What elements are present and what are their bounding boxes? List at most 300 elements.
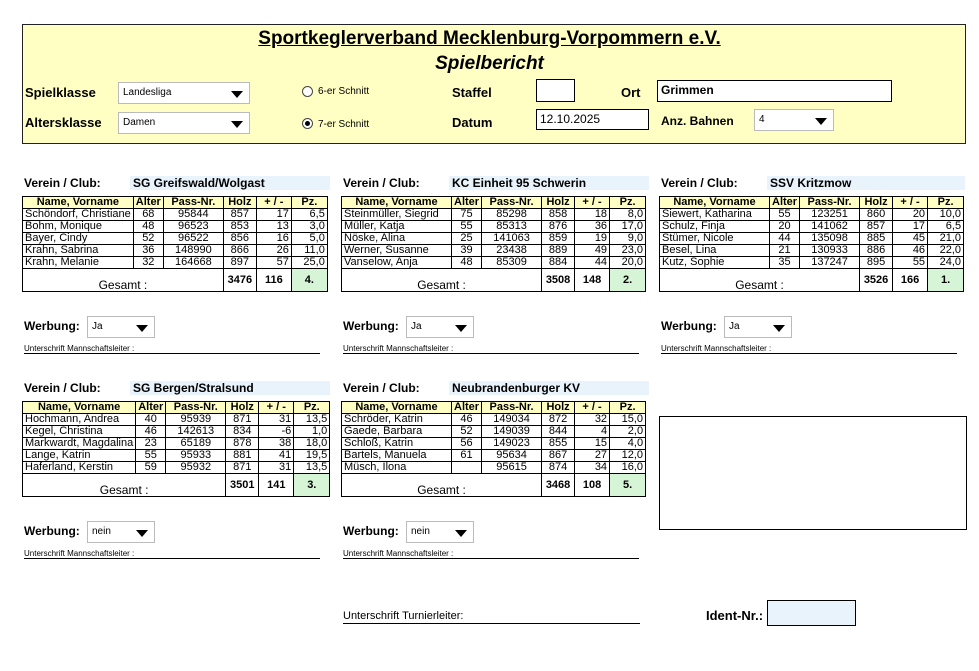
column-header: + / - — [259, 402, 294, 414]
player-points: 9,0 — [610, 233, 646, 245]
player-plusminus: 34 — [575, 462, 610, 474]
player-plusminus: 55 — [893, 257, 928, 269]
datum-field[interactable]: 12.10.2025 — [536, 109, 649, 130]
table-header — [342, 402, 646, 414]
table-row — [342, 221, 646, 233]
player-pass[interactable]: 95932 — [166, 462, 226, 474]
player-holz[interactable]: 860 — [860, 209, 893, 221]
player-name[interactable]: Schloß, Katrin — [342, 438, 452, 450]
mannschaftsleiter-signature[interactable]: Unterschrift Mannschaftsleiter : — [24, 549, 320, 559]
player-name[interactable]: Siewert, Katharina — [660, 209, 770, 221]
altersklasse-select[interactable] — [118, 112, 250, 134]
column-header: + / - — [893, 197, 928, 209]
player-holz[interactable]: 889 — [542, 245, 575, 257]
player-points: 17,0 — [610, 221, 646, 233]
player-pass[interactable]: 96523 — [163, 221, 223, 233]
player-pass[interactable]: 95939 — [166, 414, 226, 426]
total-plusminus: 141 — [259, 474, 294, 497]
werbung-label: Werbung: — [24, 319, 80, 333]
table-row — [23, 450, 330, 462]
staffel-label: Staffel — [452, 85, 492, 100]
player-table — [659, 196, 964, 292]
player-name[interactable]: Lange, Katrin — [23, 450, 136, 462]
werbung-select[interactable] — [724, 316, 792, 338]
column-header: Holz — [223, 197, 256, 209]
bahnen-label: Anz. Bahnen — [661, 114, 734, 128]
player-holz[interactable]: 859 — [542, 233, 575, 245]
table-row — [342, 233, 646, 245]
verein-label: Verein / Club: — [24, 176, 101, 190]
werbung-select[interactable] — [87, 521, 155, 543]
player-alter[interactable]: 55 — [770, 209, 800, 221]
player-plusminus: 18 — [575, 209, 610, 221]
team-place: 4. — [291, 269, 327, 292]
player-holz[interactable]: 885 — [860, 233, 893, 245]
player-points: 1,0 — [294, 426, 330, 438]
werbung-select[interactable] — [406, 316, 474, 338]
player-table — [341, 196, 646, 292]
total-holz: 3526 — [860, 269, 893, 292]
table-row — [342, 245, 646, 257]
table-row — [23, 221, 328, 233]
player-name[interactable]: Schulz, Finja — [660, 221, 770, 233]
spielklasse-value: Landesliga — [123, 87, 172, 98]
column-header: Pass-Nr. — [482, 402, 542, 414]
player-holz[interactable]: 858 — [542, 209, 575, 221]
player-pass[interactable]: 141062 — [800, 221, 860, 233]
player-name[interactable]: Bartels, Manuela — [342, 450, 452, 462]
player-points: 11,0 — [291, 245, 327, 257]
table-row — [660, 221, 964, 233]
player-alter[interactable]: 21 — [770, 245, 800, 257]
player-plusminus: 16 — [256, 233, 291, 245]
werbung-label: Werbung: — [343, 319, 399, 333]
player-alter[interactable]: 52 — [133, 233, 163, 245]
mannschaftsleiter-signature[interactable]: Unterschrift Mannschaftsleiter : — [343, 549, 639, 559]
player-points: 4,0 — [610, 438, 646, 450]
player-pass[interactable]: 85298 — [482, 209, 542, 221]
player-plusminus: 38 — [259, 438, 294, 450]
gesamt-label: Gesamt : — [23, 269, 224, 292]
player-name[interactable]: Bayer, Cindy — [23, 233, 134, 245]
player-plusminus: 4 — [575, 426, 610, 438]
player-holz[interactable]: 884 — [542, 257, 575, 269]
chevron-down-icon — [231, 91, 243, 98]
total-holz: 3501 — [226, 474, 259, 497]
column-header: Name, Vorname — [342, 197, 452, 209]
player-alter[interactable]: 61 — [452, 450, 482, 462]
player-points: 13,5 — [294, 414, 330, 426]
player-points: 12,0 — [610, 450, 646, 462]
player-holz[interactable]: 886 — [860, 245, 893, 257]
total-holz: 3508 — [542, 269, 575, 292]
spielklasse-select[interactable] — [118, 82, 250, 104]
player-holz[interactable]: 874 — [542, 462, 575, 474]
chevron-down-icon — [231, 121, 243, 128]
table-row — [23, 438, 330, 450]
column-header: Name, Vorname — [23, 197, 134, 209]
player-points: 23,0 — [610, 245, 646, 257]
player-points: 8,0 — [610, 209, 646, 221]
player-name[interactable]: Müller, Katja — [342, 221, 452, 233]
total-row — [342, 269, 646, 292]
column-header: Name, Vorname — [342, 402, 452, 414]
player-pass[interactable]: 85313 — [482, 221, 542, 233]
player-holz[interactable]: 857 — [223, 209, 256, 221]
empty-team-box — [659, 416, 967, 530]
gesamt-label: Gesamt : — [342, 269, 542, 292]
table-row — [23, 209, 328, 221]
mannschaftsleiter-signature[interactable]: Unterschrift Mannschaftsleiter : — [24, 344, 320, 354]
player-holz[interactable]: 834 — [226, 426, 259, 438]
column-header: Alter — [452, 402, 482, 414]
column-header: + / - — [575, 402, 610, 414]
player-pass[interactable]: 130933 — [800, 245, 860, 257]
table-row — [660, 209, 964, 221]
radio-6er-schnitt[interactable] — [302, 86, 313, 97]
player-alter[interactable]: 48 — [452, 257, 482, 269]
player-pass[interactable]: 65189 — [166, 438, 226, 450]
player-holz[interactable]: 856 — [223, 233, 256, 245]
player-points: 10,0 — [928, 209, 964, 221]
player-pass[interactable]: 96522 — [163, 233, 223, 245]
player-holz[interactable]: 878 — [226, 438, 259, 450]
player-name[interactable]: Schröder, Katrin — [342, 414, 452, 426]
team-place: 3. — [294, 474, 330, 497]
player-plusminus: 20 — [893, 209, 928, 221]
verein-label: Verein / Club: — [343, 381, 420, 395]
player-holz[interactable]: 895 — [860, 257, 893, 269]
werbung-value: Ja — [411, 321, 422, 332]
player-pass[interactable]: 164668 — [163, 257, 223, 269]
club-name[interactable]: SG Greifswald/Wolgast — [130, 176, 330, 190]
player-pass[interactable]: 149039 — [482, 426, 542, 438]
table-row — [342, 450, 646, 462]
ident-field[interactable] — [767, 600, 856, 626]
page-subtitle: Spielbericht — [435, 53, 544, 74]
turnierleiter-signature[interactable]: Unterschrift Turnierleiter: — [343, 610, 640, 624]
player-alter[interactable]: 20 — [770, 221, 800, 233]
club-name[interactable]: KC Einheit 95 Schwerin — [449, 176, 649, 190]
player-holz[interactable]: 871 — [226, 462, 259, 474]
player-alter[interactable]: 35 — [770, 257, 800, 269]
column-header: Alter — [452, 197, 482, 209]
player-plusminus: -6 — [259, 426, 294, 438]
datum-label: Datum — [452, 115, 493, 130]
player-alter[interactable]: 56 — [452, 438, 482, 450]
column-header: Pz. — [928, 197, 964, 209]
column-header: Pass-Nr. — [166, 402, 226, 414]
table-row — [342, 209, 646, 221]
column-header: Holz — [542, 197, 575, 209]
player-alter[interactable]: 32 — [133, 257, 163, 269]
player-pass[interactable]: 95933 — [166, 450, 226, 462]
chevron-down-icon — [136, 530, 148, 537]
column-header: Alter — [133, 197, 163, 209]
chevron-down-icon — [136, 325, 148, 332]
werbung-select[interactable] — [87, 316, 155, 338]
radio-7er-schnitt[interactable] — [302, 118, 313, 129]
player-plusminus: 49 — [575, 245, 610, 257]
player-name[interactable]: Schöndorf, Christiane — [23, 209, 134, 221]
player-plusminus: 31 — [259, 462, 294, 474]
total-plusminus: 116 — [256, 269, 291, 292]
player-plusminus: 17 — [256, 209, 291, 221]
total-plusminus: 148 — [575, 269, 610, 292]
werbung-value: Ja — [92, 321, 103, 332]
table-header — [23, 402, 330, 414]
table-row — [23, 426, 330, 438]
chevron-down-icon — [773, 325, 785, 332]
player-holz[interactable]: 866 — [223, 245, 256, 257]
gesamt-label: Gesamt : — [342, 474, 542, 497]
column-header: + / - — [256, 197, 291, 209]
table-row — [23, 257, 328, 269]
player-table — [22, 401, 330, 497]
player-name[interactable]: Nöske, Alina — [342, 233, 452, 245]
werbung-select[interactable] — [406, 521, 474, 543]
player-alter[interactable]: 59 — [136, 462, 166, 474]
player-alter[interactable] — [452, 462, 482, 474]
player-name[interactable]: Markwardt, Magdalina — [23, 438, 136, 450]
player-holz[interactable]: 871 — [226, 414, 259, 426]
player-points: 3,0 — [291, 221, 327, 233]
player-plusminus: 44 — [575, 257, 610, 269]
verein-label: Verein / Club: — [24, 381, 101, 395]
player-points: 19,5 — [294, 450, 330, 462]
table-row — [342, 257, 646, 269]
column-header: Pass-Nr. — [800, 197, 860, 209]
staffel-field[interactable] — [536, 79, 575, 102]
player-alter[interactable]: 46 — [136, 426, 166, 438]
column-header: Pass-Nr. — [482, 197, 542, 209]
player-plusminus: 46 — [893, 245, 928, 257]
column-header: Pz. — [610, 197, 646, 209]
werbung-label: Werbung: — [343, 524, 399, 538]
gesamt-label: Gesamt : — [660, 269, 860, 292]
player-pass[interactable]: 137247 — [800, 257, 860, 269]
player-alter[interactable]: 68 — [133, 209, 163, 221]
bahnen-select[interactable] — [754, 109, 834, 131]
player-points: 6,5 — [928, 221, 964, 233]
player-alter[interactable]: 36 — [133, 245, 163, 257]
player-points: 18,0 — [294, 438, 330, 450]
column-header: Pz. — [294, 402, 330, 414]
table-row — [342, 438, 646, 450]
column-header: Name, Vorname — [660, 197, 770, 209]
team-place: 2. — [610, 269, 646, 292]
player-plusminus: 13 — [256, 221, 291, 233]
player-plusminus: 36 — [575, 221, 610, 233]
player-alter[interactable]: 55 — [452, 221, 482, 233]
player-name[interactable]: Bohm, Monique — [23, 221, 134, 233]
player-name[interactable]: Gaede, Barbara — [342, 426, 452, 438]
player-name[interactable]: Vanselow, Anja — [342, 257, 452, 269]
player-pass[interactable]: 148990 — [163, 245, 223, 257]
page-title: Sportkeglerverband Mecklenburg-Vorpommern e.V. — [258, 28, 721, 49]
team-place: 1. — [928, 269, 964, 292]
player-plusminus: 57 — [256, 257, 291, 269]
column-header: Pz. — [291, 197, 327, 209]
player-pass[interactable]: 149023 — [482, 438, 542, 450]
player-points: 6,5 — [291, 209, 327, 221]
table-row — [23, 233, 328, 245]
player-plusminus: 45 — [893, 233, 928, 245]
verein-label: Verein / Club: — [343, 176, 420, 190]
player-pass[interactable]: 135098 — [800, 233, 860, 245]
player-alter[interactable]: 48 — [133, 221, 163, 233]
werbung-value: nein — [92, 526, 111, 537]
total-row — [342, 474, 646, 497]
player-holz[interactable]: 857 — [860, 221, 893, 233]
player-alter[interactable]: 75 — [452, 209, 482, 221]
player-points: 21,0 — [928, 233, 964, 245]
player-holz[interactable]: 897 — [223, 257, 256, 269]
player-pass[interactable]: 95844 — [163, 209, 223, 221]
table-row — [342, 414, 646, 426]
team-place: 5. — [610, 474, 646, 497]
player-plusminus: 31 — [259, 414, 294, 426]
column-header: Holz — [542, 402, 575, 414]
werbung-value: nein — [411, 526, 430, 537]
verein-label: Verein / Club: — [661, 176, 738, 190]
player-holz[interactable]: 844 — [542, 426, 575, 438]
column-header: Pass-Nr. — [163, 197, 223, 209]
chevron-down-icon — [815, 118, 827, 125]
table-header — [660, 197, 964, 209]
player-name[interactable]: Haferland, Kerstin — [23, 462, 136, 474]
player-name[interactable]: Krahn, Melanie — [23, 257, 134, 269]
player-points: 15,0 — [610, 414, 646, 426]
table-row — [660, 245, 964, 257]
table-row — [342, 462, 646, 474]
player-holz[interactable]: 881 — [226, 450, 259, 462]
table-row — [342, 426, 646, 438]
player-holz[interactable]: 853 — [223, 221, 256, 233]
club-name[interactable]: SSV Kritzmow — [767, 176, 965, 190]
player-points: 2,0 — [610, 426, 646, 438]
mannschaftsleiter-signature[interactable]: Unterschrift Mannschaftsleiter : — [343, 344, 639, 354]
table-header — [23, 197, 328, 209]
column-header: Holz — [226, 402, 259, 414]
column-header: Pz. — [610, 402, 646, 414]
total-row — [23, 269, 328, 292]
player-name[interactable]: Besel, Lina — [660, 245, 770, 257]
player-alter[interactable]: 25 — [452, 233, 482, 245]
player-plusminus: 41 — [259, 450, 294, 462]
radio-7er-label: 7-er Schnitt — [318, 119, 370, 130]
player-points: 16,0 — [610, 462, 646, 474]
player-name[interactable]: Kutz, Sophie — [660, 257, 770, 269]
player-plusminus: 19 — [575, 233, 610, 245]
player-plusminus: 17 — [893, 221, 928, 233]
table-row — [23, 414, 330, 426]
column-header: Name, Vorname — [23, 402, 136, 414]
player-plusminus: 26 — [256, 245, 291, 257]
gesamt-label: Gesamt : — [23, 474, 226, 497]
bahnen-value: 4 — [759, 114, 765, 125]
table-row — [660, 233, 964, 245]
altersklasse-value: Damen — [123, 117, 156, 128]
player-alter[interactable]: 52 — [452, 426, 482, 438]
player-plusminus: 32 — [575, 414, 610, 426]
total-plusminus: 108 — [575, 474, 610, 497]
altersklasse-label: Altersklasse — [25, 115, 102, 130]
player-pass[interactable]: 149034 — [482, 414, 542, 426]
player-pass[interactable]: 95634 — [482, 450, 542, 462]
radio-6er-label: 6-er Schnitt — [318, 86, 370, 97]
player-points: 22,0 — [928, 245, 964, 257]
table-row — [660, 257, 964, 269]
player-pass[interactable]: 95615 — [482, 462, 542, 474]
player-points: 5,0 — [291, 233, 327, 245]
club-name[interactable]: SG Bergen/Stralsund — [130, 381, 330, 395]
player-pass[interactable]: 123251 — [800, 209, 860, 221]
ident-label: Ident-Nr.: — [706, 608, 764, 623]
player-pass[interactable]: 85309 — [482, 257, 542, 269]
player-holz[interactable]: 867 — [542, 450, 575, 462]
werbung-label: Werbung: — [661, 319, 717, 333]
player-name[interactable]: Kegel, Christina — [23, 426, 136, 438]
player-name[interactable]: Müsch, Ilona — [342, 462, 452, 474]
player-holz[interactable]: 872 — [542, 414, 575, 426]
player-pass[interactable]: 141063 — [482, 233, 542, 245]
player-name[interactable]: Steinmüller, Siegrid — [342, 209, 452, 221]
player-alter[interactable]: 55 — [136, 450, 166, 462]
player-alter[interactable]: 46 — [452, 414, 482, 426]
player-name[interactable]: Hochmann, Andrea — [23, 414, 136, 426]
column-header: Alter — [770, 197, 800, 209]
total-row — [660, 269, 964, 292]
total-plusminus: 166 — [893, 269, 928, 292]
player-points: 13,5 — [294, 462, 330, 474]
column-header: + / - — [575, 197, 610, 209]
player-alter[interactable]: 39 — [452, 245, 482, 257]
player-holz[interactable]: 876 — [542, 221, 575, 233]
player-table — [22, 196, 328, 292]
table-header — [342, 197, 646, 209]
table-row — [23, 245, 328, 257]
player-name[interactable]: Stümer, Nicole — [660, 233, 770, 245]
column-header: Holz — [860, 197, 893, 209]
spielklasse-label: Spielklasse — [25, 85, 96, 100]
player-points: 25,0 — [291, 257, 327, 269]
player-name[interactable]: Krahn, Sabrina — [23, 245, 134, 257]
player-holz[interactable]: 855 — [542, 438, 575, 450]
club-name[interactable]: Neubrandenburger KV — [449, 381, 649, 395]
player-alter[interactable]: 44 — [770, 233, 800, 245]
werbung-label: Werbung: — [24, 524, 80, 538]
ort-label: Ort — [621, 85, 641, 100]
total-holz: 3476 — [223, 269, 256, 292]
player-alter[interactable]: 40 — [136, 414, 166, 426]
player-name[interactable]: Werner, Susanne — [342, 245, 452, 257]
mannschaftsleiter-signature[interactable]: Unterschrift Mannschaftsleiter : — [661, 344, 957, 354]
player-pass[interactable]: 23438 — [482, 245, 542, 257]
werbung-value: Ja — [729, 321, 740, 332]
player-points: 24,0 — [928, 257, 964, 269]
column-header: Alter — [136, 402, 166, 414]
player-points: 20,0 — [610, 257, 646, 269]
player-alter[interactable]: 23 — [136, 438, 166, 450]
player-plusminus: 15 — [575, 438, 610, 450]
player-pass[interactable]: 142613 — [166, 426, 226, 438]
chevron-down-icon — [455, 325, 467, 332]
ort-field[interactable]: Grimmen — [657, 80, 892, 102]
chevron-down-icon — [455, 530, 467, 537]
table-row — [23, 462, 330, 474]
total-holz: 3468 — [542, 474, 575, 497]
